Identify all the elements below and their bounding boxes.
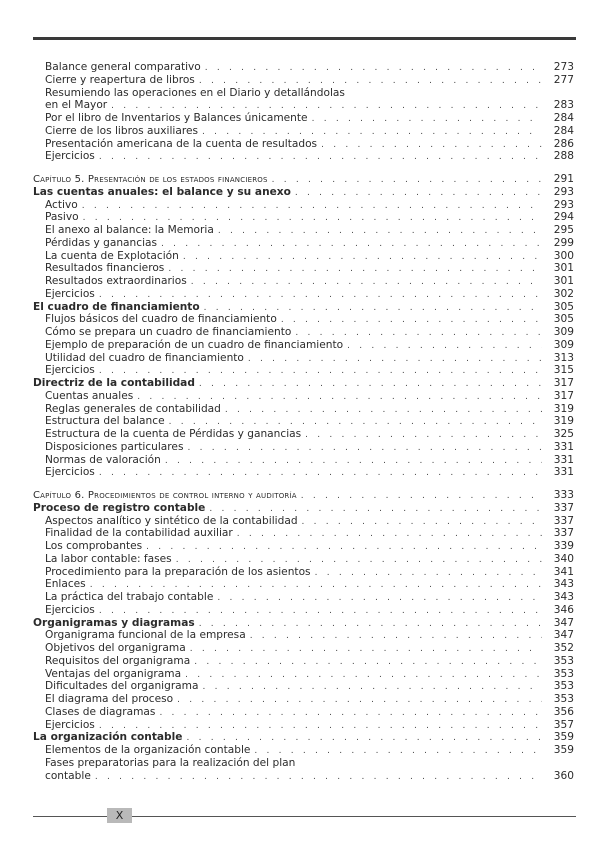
page-number: 294 [553, 211, 574, 224]
entry-title: Ventajas del organigrama [45, 667, 182, 680]
page-number: 301 [553, 275, 574, 287]
dot-leader [254, 745, 542, 758]
toc-entry [33, 527, 574, 540]
dot-leader [302, 516, 542, 529]
dot-leader [250, 630, 542, 643]
page-number: 333 [553, 489, 574, 501]
top-rule [33, 37, 576, 40]
entry-title: Directriz de la contabilidad [33, 377, 195, 389]
page-number: 309 [553, 338, 574, 351]
page-number: 300 [553, 249, 574, 262]
toc-entry [33, 112, 574, 125]
toc-entry [33, 74, 574, 87]
dot-leader [185, 669, 542, 682]
page-number: 340 [553, 552, 574, 565]
toc-entry [33, 428, 574, 441]
dot-leader [312, 113, 542, 126]
entry-title: Estructura de la cuenta de Pérdidas y ganancias [45, 428, 302, 440]
entry-title: Utilidad del cuadro de financiamiento [45, 351, 244, 364]
entry-title: Ejemplo de preparación de un cuadro de financiamiento [45, 338, 344, 351]
toc-entry [33, 441, 574, 454]
dot-leader [190, 643, 542, 656]
table-of-contents [33, 61, 574, 792]
entry-title: Cierre y reapertura de libros [45, 73, 195, 86]
entry-title: Proceso de registro contable [33, 501, 206, 514]
entry-title: Objetivos del organigrama [45, 642, 186, 654]
entry-title: Capítulo 5. Presentación de los estados financieros [33, 174, 268, 185]
toc-entry [33, 364, 574, 377]
toc-entry [33, 706, 574, 719]
page-number: 293 [553, 198, 574, 211]
chapter-entry [33, 173, 574, 186]
toc-entry [33, 288, 574, 301]
toc-entry [33, 770, 574, 783]
page-number: 341 [553, 565, 574, 578]
dot-leader [191, 276, 542, 289]
toc-entry [33, 125, 574, 138]
page-number: 301 [553, 262, 574, 275]
toc-entry [33, 642, 574, 655]
entry-title: Finalidad de la contabilidad auxiliar [45, 527, 233, 540]
entry-title: Requisitos del organigrama [45, 654, 191, 667]
entry-title: Elementos de la organización contable [45, 744, 251, 756]
entry-title: Cierre de los libros auxiliares [45, 124, 199, 137]
chapter-entry [33, 489, 574, 502]
page-number: 337 [553, 501, 574, 514]
page-number: 353 [553, 680, 574, 693]
toc-entry [33, 591, 574, 604]
entry-title: Los comprobantes [45, 540, 143, 552]
entry-title: contable [45, 769, 91, 782]
dot-leader [225, 404, 542, 417]
page-number: 319 [553, 415, 574, 428]
page-number: 283 [553, 99, 574, 112]
dot-leader [347, 340, 542, 353]
entry-title: El diagrama del proceso [45, 693, 174, 705]
entry-title: La labor contable: fases [45, 552, 172, 565]
toc-entry [33, 150, 574, 163]
entry-title: en el Mayor [45, 99, 108, 112]
section-heading-entry [33, 301, 574, 314]
toc-section [33, 173, 574, 479]
dot-leader [315, 567, 542, 580]
dot-leader [272, 174, 542, 187]
entry-title: Fases preparatorias para la realización del plan [45, 756, 296, 769]
toc-entry [33, 553, 574, 566]
toc-entry [33, 61, 574, 74]
dot-leader [165, 455, 542, 468]
section-heading-entry [33, 502, 574, 515]
entry-title: Cuentas anuales [45, 389, 134, 402]
entry-title: La organización contable [33, 731, 183, 744]
entry-title: Pérdidas y ganancias [45, 236, 158, 249]
page-number: 337 [553, 527, 574, 540]
page-number: 331 [553, 440, 574, 453]
toc-entry [33, 680, 574, 693]
section-heading-entry [33, 731, 574, 744]
page-number: 331 [553, 453, 574, 466]
dot-leader [194, 656, 542, 669]
entry-title: Cómo se prepara un cuadro de financiamiento [45, 326, 292, 338]
entry-title: Estructura del balance [45, 415, 165, 428]
dot-leader [183, 251, 542, 264]
toc-entry [33, 403, 574, 416]
page-number: 313 [553, 351, 574, 364]
page-number: 305 [553, 300, 574, 313]
entry-title: Ejercicios [45, 150, 95, 163]
page-number: 291 [553, 173, 574, 185]
dot-leader [321, 139, 542, 152]
entry-title: Resumiendo las operaciones en el Diario y detallándolas [45, 86, 345, 99]
toc-entry [33, 757, 574, 770]
toc-entry [33, 99, 574, 112]
page-number: 343 [553, 591, 574, 603]
dot-leader [95, 771, 542, 784]
toc-entry [33, 390, 574, 403]
entry-title: Reglas generales de contabilidad [45, 402, 221, 415]
page-number: 305 [553, 313, 574, 326]
section-heading-entry [33, 186, 574, 199]
page-number: 286 [553, 137, 574, 150]
entry-title: Enlaces [45, 578, 86, 591]
toc-entry [33, 454, 574, 467]
page-number: 359 [553, 744, 574, 756]
entry-title: Ejercicios [45, 287, 95, 300]
dot-leader [177, 694, 542, 707]
entry-title: Procedimiento para la preparación de los asientos [45, 565, 311, 578]
entry-title: Por el libro de Inventarios y Balances únicamente [45, 112, 308, 124]
entry-title: La cuenta de Explotación [45, 249, 179, 262]
page-number: 356 [553, 705, 574, 718]
entry-title: Pasivo [45, 211, 79, 224]
page-number: 299 [553, 236, 574, 249]
page-number: 352 [553, 642, 574, 654]
page-number: 302 [553, 287, 574, 300]
page-number: 360 [553, 769, 574, 782]
dot-leader [248, 353, 542, 366]
page-number: 273 [553, 61, 574, 73]
toc-section [33, 61, 574, 163]
entry-title: Organigramas y diagramas [33, 616, 195, 629]
page-number: 343 [553, 578, 574, 591]
entry-title: Ejercicios [45, 603, 95, 616]
entry-title: Aspectos analítico y sintético de la contabilidad [45, 514, 298, 527]
toc-entry [33, 578, 574, 591]
toc-entry [33, 415, 574, 428]
page-number: 284 [553, 124, 574, 137]
dot-leader [146, 541, 542, 554]
page-number: 317 [553, 377, 574, 389]
toc-entry [33, 237, 574, 250]
toc-entry [33, 566, 574, 579]
entry-title: Dificultades del organigrama [45, 680, 199, 693]
entry-title: Balance general comparativo [45, 61, 201, 73]
toc-entry [33, 313, 574, 326]
page-number: 319 [553, 402, 574, 415]
entry-title: Clases de diagramas [45, 705, 156, 718]
toc-entry [33, 604, 574, 617]
page-number: 347 [553, 629, 574, 642]
dot-leader [99, 151, 542, 164]
page-number: 331 [553, 466, 574, 479]
page-number: 353 [553, 667, 574, 680]
page-number: 288 [553, 150, 574, 163]
toc-entry [33, 629, 574, 642]
page-number: 347 [553, 616, 574, 629]
toc-entry [33, 466, 574, 479]
page-number: 325 [553, 428, 574, 440]
page-number: 353 [553, 693, 574, 705]
dot-leader [187, 442, 542, 455]
toc-entry [33, 326, 574, 339]
page-number: 317 [553, 389, 574, 402]
entry-title: Capítulo 6. Procedimientos de control interno y auditoría [33, 490, 297, 501]
entry-title: Flujos básicos del cuadro de financiamiento [45, 313, 277, 326]
toc-entry [33, 693, 574, 706]
toc-entry [33, 668, 574, 681]
page-number: 346 [553, 603, 574, 616]
dot-leader [99, 467, 542, 480]
toc-entry [33, 262, 574, 275]
entry-title: El anexo al balance: la Memoria [45, 224, 214, 236]
toc-entry [33, 275, 574, 288]
entry-title: Resultados extraordinarios [45, 275, 187, 287]
toc-entry [33, 199, 574, 212]
page-number: 359 [553, 731, 574, 744]
dot-leader [205, 62, 542, 75]
entry-title: Las cuentas anuales: el balance y su anexo [33, 185, 291, 198]
dot-leader [199, 618, 542, 631]
dot-leader [217, 592, 542, 605]
entry-title: Presentación americana de la cuenta de resultados [45, 137, 318, 150]
dot-leader [301, 490, 542, 503]
section-heading-entry [33, 377, 574, 390]
toc-entry [33, 540, 574, 553]
toc-entry [33, 250, 574, 263]
toc-entry [33, 224, 574, 237]
toc-entry [33, 719, 574, 732]
entry-title: El cuadro de financiamiento [33, 300, 200, 313]
dot-leader [295, 187, 542, 200]
page-number: 353 [553, 654, 574, 667]
entry-title: Normas de valoración [45, 453, 161, 466]
page-number: 339 [553, 540, 574, 552]
dot-leader [218, 225, 542, 238]
page-number: 315 [553, 364, 574, 377]
page-number: 357 [553, 718, 574, 731]
toc-entry [33, 515, 574, 528]
entry-title: Disposiciones particulares [45, 440, 184, 453]
dot-leader [82, 200, 542, 213]
dot-leader [199, 378, 542, 391]
dot-leader [237, 528, 542, 541]
toc-entry [33, 744, 574, 757]
page-number: 284 [553, 112, 574, 124]
page-folio: X [115, 809, 124, 822]
page-number: 309 [553, 326, 574, 338]
page-number: 277 [553, 73, 574, 86]
dot-leader [203, 681, 543, 694]
entry-title: Activo [45, 198, 78, 211]
entry-title: Ejercicios [45, 718, 95, 731]
dot-leader [161, 238, 542, 251]
section-heading-entry [33, 617, 574, 630]
page-number: 295 [553, 224, 574, 236]
toc-section [33, 489, 574, 782]
toc-entry [33, 339, 574, 352]
toc-entry [33, 211, 574, 224]
entry-title: Ejercicios [45, 466, 95, 479]
dot-leader [281, 314, 542, 327]
dot-leader [168, 263, 542, 276]
page-number: 293 [553, 185, 574, 198]
toc-entry [33, 655, 574, 668]
entry-title: La práctica del trabajo contable [45, 591, 214, 603]
dot-leader [159, 707, 542, 720]
page-number: 337 [553, 514, 574, 527]
entry-title: Ejercicios [45, 364, 95, 377]
toc-entry [33, 138, 574, 151]
dot-leader [305, 429, 542, 442]
toc-entry [33, 87, 574, 100]
toc-entry [33, 352, 574, 365]
entry-title: Resultados financieros [45, 262, 165, 275]
entry-title: Organigrama funcional de la empresa [45, 629, 246, 642]
